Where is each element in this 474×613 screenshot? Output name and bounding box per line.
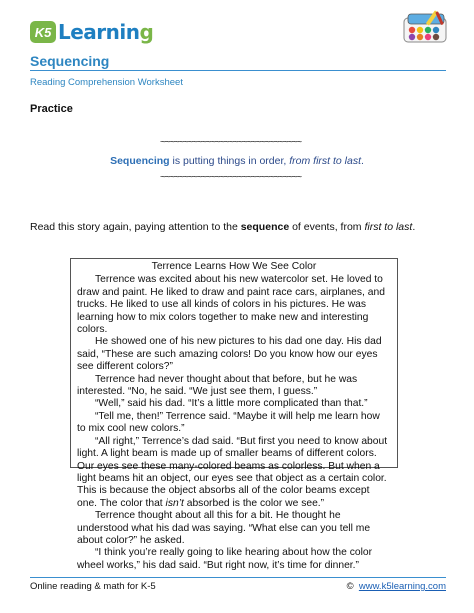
copyright-symbol: © bbox=[346, 581, 354, 592]
tilde-divider-bottom: ~~~~~~~~~~~~~~~~~~~~~~~~~~~~~~~ bbox=[160, 172, 301, 183]
instruction-emphasis: first to last bbox=[364, 221, 413, 233]
tilde-divider-top: ~~~~~~~~~~~~~~~~~~~~~~~~~~~~~~~ bbox=[160, 137, 301, 148]
story-paragraph-4: “Well,” said his dad. “It’s a little more complicated than that.” bbox=[95, 398, 368, 410]
worksheet-subtitle: Reading Comprehension Worksheet bbox=[30, 77, 183, 88]
story-paragraph-8: “I think you’re really going to like hearing about how the color wheel works,” his dad said. “But right now, it’s time for dinner.” bbox=[77, 547, 373, 571]
footer-divider bbox=[30, 577, 446, 578]
story-paragraph-1: Terrence was excited about his new watercolor set. He loved to draw and paint. He liked to draw and paint race cars, airplanes, and trucks. He liked to use all kinds of colors in his pictures. He was learning how to mix colors together to make new and interesting colors. bbox=[77, 274, 385, 336]
paint-set-icon bbox=[400, 8, 452, 48]
section-heading: Practice bbox=[30, 103, 73, 115]
story-paragraph-2: He showed one of his new pictures to his dad one day. His dad said, “These are such amazing colors! Do you know how our eyes see different colors?” bbox=[77, 336, 382, 373]
story-p6-emphasis: isn’t bbox=[165, 497, 184, 509]
definition-emphasis: from first to last bbox=[289, 155, 361, 167]
instruction-pre: Read this story again, paying attention to the bbox=[30, 221, 241, 233]
worksheet-title: Sequencing bbox=[30, 53, 110, 69]
story-paragraph-3: Terrence had never thought about that before, but he was interested. “No, he said. “We just see them, I guess.” bbox=[77, 373, 358, 398]
story-p6-post: absorbed is the color we see.” bbox=[183, 497, 325, 509]
definition-mid: is putting things in order, bbox=[169, 155, 290, 167]
logo-wordmark-g: g bbox=[139, 20, 154, 44]
instructions bbox=[30, 220, 444, 234]
instruction-bold: sequence bbox=[240, 221, 290, 233]
instruction-end: . bbox=[412, 221, 416, 233]
k5-learning-logo bbox=[30, 20, 153, 44]
logo-k5-badge: K5 bbox=[30, 21, 56, 43]
logo-wordmark bbox=[58, 20, 153, 44]
definition-end: . bbox=[361, 155, 364, 167]
footer-site bbox=[347, 581, 446, 592]
definition-term: Sequencing bbox=[110, 155, 170, 167]
story-box bbox=[70, 258, 398, 571]
story-paragraph-7: Terrence thought about all this for a bit. He thought he understood what his dad was saying. “What else can you tell me about color?” he asked. bbox=[77, 510, 371, 546]
story-title: Terrence Learns How We See Color bbox=[151, 261, 317, 272]
title-divider bbox=[30, 70, 446, 71]
definition-text bbox=[0, 155, 474, 167]
story-p6-pre: “All right,” Terrence’s dad said. “But first you need to know about light. A light beam is made up of smaller beams of different colors. Our eyes see these many-colored beams as colorless. But when a light beams hit an object, our eyes see that object as a certain color. This is because the object absorbs all of the color beams except one. The color that bbox=[77, 435, 388, 509]
footer-tagline: Online reading & math for K-5 bbox=[30, 581, 156, 592]
story-paragraph-6 bbox=[77, 436, 391, 510]
footer-link[interactable]: www.k5learning.com bbox=[358, 581, 446, 592]
instruction-mid: of events, from bbox=[289, 221, 365, 233]
story-paragraph-5: “Tell me, then!” Terrence said. “Maybe it will help me learn how to mix cool new colors.” bbox=[77, 410, 380, 435]
logo-wordmark-main: Learnin bbox=[58, 20, 140, 44]
